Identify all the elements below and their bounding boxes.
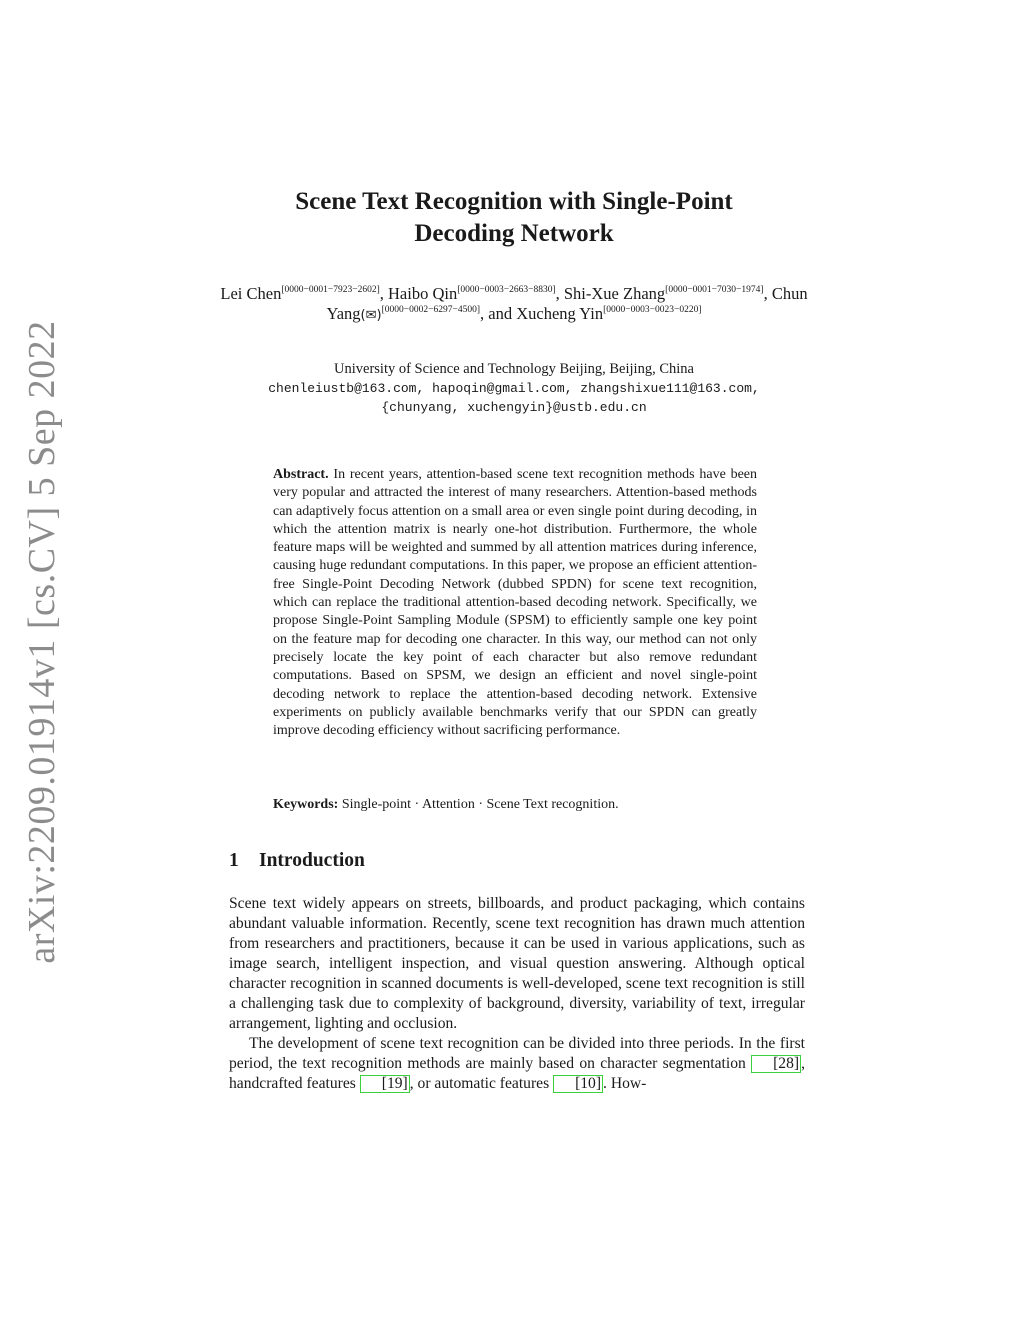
- author-name: Chun Yang: [326, 284, 808, 323]
- orcid-id: [0000−0003−2663−8830]: [457, 285, 556, 295]
- citation-link[interactable]: [19]: [360, 1075, 410, 1093]
- affiliation: University of Science and Technology Beijing, Beijing, China: [334, 361, 694, 377]
- section-number: 1: [229, 850, 239, 871]
- arxiv-identifier-stamp: arXiv:2209.01914v1 [cs.CV] 5 Sep 2022: [21, 320, 63, 964]
- author-name: Haibo Qin: [388, 284, 458, 303]
- abstract-label: Abstract.: [273, 467, 329, 482]
- author-line-1: Lei Chen[0000−0001−7923−2602], Haibo Qin[0000−0003−2663−8830], Shi-Xue Zhang[0000−0001−7030−1974], Chun Yang(✉)[0000−0002−6297−4500], and Xucheng Yin[0000−0003−0023−0220]: [220, 284, 808, 323]
- orcid-id: [0000−0003−0023−0220]: [603, 305, 702, 315]
- keywords-label: Keywords:: [273, 797, 339, 812]
- author-emails: [200, 379, 828, 417]
- citation-link[interactable]: [28]: [751, 1055, 801, 1073]
- abstract-text: In recent years, attention-based scene text recognition methods have been very popular and attracted the interest of many researchers. Attention-based methods can adaptively focus attention on a small area or even single point during decoding, in which the attention matrix is nearly one-hot distribution. Furthermore, the whole feature maps will be weighted and summed by all attention matrices during inference, causing huge redundant computations. In this paper, we propose an efficient attention-free Single-Point Decoding Network (dubbed SPDN) for scene text recognition, which can replace the traditional attention-based decoding network. Specifically, we propose Single-Point Sampling Module (SPSM) to efficiently sample one key point on the feature map for decoding one character. In this way, our method can not only precisely locate the key point of each character but also remove redundant computations. Based on SPSM, we design an efficient and novel single-point decoding network to replace the attention-based decoding network. Extensive experiments on publicly available benchmarks verify that our SPDN can greatly improve decoding efficiency without sacrificing performance.: [273, 467, 758, 739]
- title-line-2: Decoding Network: [414, 220, 614, 247]
- author-name: Lei Chen: [220, 284, 282, 303]
- author-list: [200, 284, 828, 326]
- keywords-text: Single-point · Attention · Scene Text recognition.: [341, 797, 619, 812]
- title-line-1: Scene Text Recognition with Single-Point: [295, 188, 733, 215]
- paragraph: The development of scene text recognition can be divided into three periods. In the first period, the text recognition methods are mainly based on character segmentation [28] , handcrafted features [19] , or automatic features [10] . How-: [229, 1035, 805, 1092]
- email-line-1: chenleiustb@163.com, hapoqin@gmail.com, zhangshixue111@163.com,: [268, 381, 760, 396]
- keywords: [273, 796, 757, 814]
- orcid-id: [0000−0001−7030−1974]: [665, 285, 764, 295]
- section-body: [229, 894, 805, 1094]
- orcid-id: [0000−0002−6297−4500]: [381, 305, 480, 315]
- author-name: Shi-Xue Zhang: [563, 284, 666, 303]
- citation-link[interactable]: [10]: [553, 1075, 603, 1093]
- paper-title: [200, 186, 828, 250]
- orcid-id: [0000−0001−7923−2602]: [281, 285, 380, 295]
- section-title: Introduction: [259, 850, 365, 871]
- paragraph: Scene text widely appears on streets, billboards, and product packaging, which contains abundant valuable information. Recently, scene text recognition has drawn much attention from researchers and practitioners, because it can be used in various applications, such as image search, intelligent inspection, and visual question answering. Although optical character recognition in scanned documents is well-developed, scene text recognition is still a challenging task due to complexity of background, diversity, variability of text, irregular arrangement, lighting and occlusion.: [229, 895, 805, 1032]
- author-name: Xucheng Yin: [516, 304, 604, 323]
- envelope-icon: (✉): [360, 308, 382, 323]
- section-heading: [229, 849, 365, 873]
- email-line-2: {chunyang, xuchengyin}@ustb.edu.cn: [381, 400, 647, 415]
- abstract: [273, 466, 757, 740]
